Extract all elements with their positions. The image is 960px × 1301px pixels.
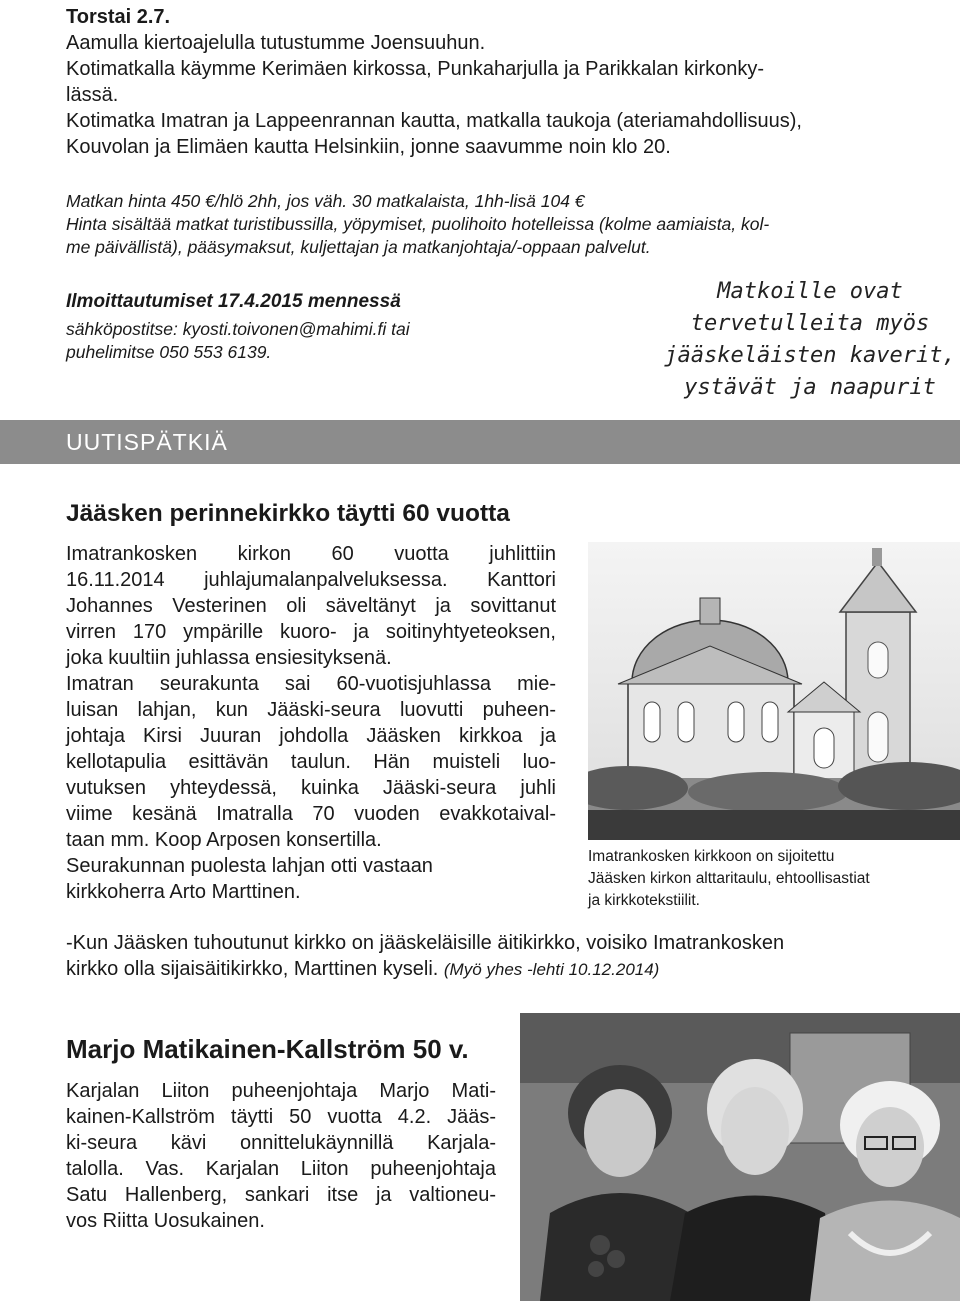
registration-contacts	[66, 318, 410, 364]
body-line: Satu Hallenberg, sankari itse ja valtioneu-	[66, 1184, 496, 1206]
caption-line: ja kirkkotekstiilit.	[588, 892, 700, 909]
price-line: Hinta sisältää matkat turistibussilla, yöpymiset, puolihoito hotelleissa (kolme aamiaista, kol-	[66, 214, 770, 234]
birthday-article-headline: Marjo Matikainen-Kallström 50 v.	[66, 1034, 469, 1064]
registration-title: Ilmoittautumiset 17.4.2015 mennessä	[66, 291, 401, 312]
body-line: Karjalan Liiton puheenjohtaja Marjo Mati-	[66, 1080, 496, 1102]
trip-day-heading: Torstai 2.7.	[66, 6, 171, 28]
group-photo-illustration	[520, 1013, 960, 1301]
closing-text: kirkko olla sijaisäitikirkko, Marttinen kyseli.	[66, 958, 439, 980]
body-line: vos Riitta Uosukainen.	[66, 1210, 265, 1232]
itinerary-line: Aamulla kiertoajelulla tutustumme Joensuuhun.	[66, 32, 486, 54]
body-line: vutuksen yhteydessä, kuinka Jääski-seura juhli	[66, 777, 556, 799]
handwritten-line: ystävät ja naapurit	[684, 375, 936, 400]
registration-phone: puhelimitse 050 553 6139.	[66, 342, 272, 362]
body-line: 16.11.2014 juhlajumalanpalveluksessa. Kanttori	[66, 569, 556, 591]
closing-line	[66, 956, 784, 983]
body-line: kirkkoherra Arto Marttinen.	[66, 881, 301, 903]
trip-price-info	[66, 190, 769, 259]
closing-line: -Kun Jääsken tuhoutunut kirkko on jääskeläisille äitikirkko, voisiko Imatrankosken	[66, 932, 785, 954]
section-bar	[0, 420, 960, 464]
body-line: Johannes Vesterinen oli säveltänyt ja sovittanut	[66, 595, 556, 617]
body-line: talolla. Vas. Karjalan Liiton puheenjohtaja	[66, 1158, 496, 1180]
handwritten-line: Matkoille ovat	[717, 279, 903, 304]
article-source: (Myö yhes -lehti 10.12.2014)	[443, 960, 660, 979]
price-line: Matkan hinta 450 €/hlö 2hh, jos väh. 30 matkalaista, 1hh-lisä 104 €	[66, 191, 585, 211]
church-article-closing	[66, 930, 784, 983]
church-photo	[588, 542, 960, 840]
church-article-headline: Jääsken perinnekirkko täytti 60 vuotta	[66, 500, 510, 527]
church-photo-caption	[588, 846, 870, 912]
church-illustration	[588, 542, 960, 840]
trip-itinerary	[66, 30, 802, 160]
caption-line: Imatrankosken kirkkoon on sijoitettu	[588, 848, 835, 865]
birthday-article-body	[66, 1078, 496, 1234]
body-line: ki-seura kävi onnittelukäynnillä Karjala-	[66, 1132, 496, 1154]
body-line: viime kesänä Imatralla 70 vuoden evakkotaival-	[66, 803, 556, 825]
caption-line: Jääsken kirkon alttaritaulu, ehtoollisastiat	[588, 870, 870, 887]
body-line: Imatran seurakunta sai 60-vuotisjuhlassa mie-	[66, 673, 556, 695]
itinerary-line: Kotimatkalla käymme Kerimäen kirkossa, Punkaharjulla ja Parikkalan kirkonky-	[66, 58, 765, 80]
body-line: taan mm. Koop Arposen konsertilla.	[66, 829, 382, 851]
body-line: kellotapulia esittävän taulun. Hän muisteli luo-	[66, 751, 556, 773]
itinerary-line: Kouvolan ja Elimäen kautta Helsinkiin, jonne saavumme noin klo 20.	[66, 136, 671, 158]
body-line: kainen-Kallström täytti 50 vuotta 4.2. Jääs-	[66, 1106, 496, 1128]
body-line: luisan lahjan, kun Jääski-seura luovutti puheen-	[66, 699, 556, 721]
church-article-body	[66, 541, 556, 905]
body-line: johtaja Kirsi Juuran johdolla Jääsken kirkkoa ja	[66, 725, 556, 747]
group-photo	[520, 1013, 960, 1301]
body-line: Seurakunnan puolesta lahjan otti vastaan	[66, 855, 433, 877]
body-line: Imatrankosken kirkon 60 vuotta juhlittiin	[66, 543, 556, 565]
itinerary-line: lässä.	[66, 84, 119, 106]
itinerary-line: Kotimatka Imatran ja Lappeenrannan kautta, matkalla taukoja (ateriamahdollisuus),	[66, 110, 802, 132]
registration-email: sähköpostitse: kyosti.toivonen@mahimi.fi tai	[66, 319, 410, 339]
handwritten-line: tervetulleita myös	[690, 311, 930, 336]
section-bar-title: UUTISPÄTKIÄ	[66, 429, 228, 455]
price-line: me päivällistä), pääsymaksut, kuljettajan ja matkanjohtaja/-oppaan palvelut.	[66, 237, 651, 257]
handwritten-line: jääskeläisten kaverit,	[664, 343, 956, 368]
body-line: joka kuultiin juhlassa ensiesityksenä.	[66, 647, 392, 669]
handwritten-invitation	[660, 276, 960, 404]
body-line: virren 170 ympärille kuoro- ja soitinyhtyeteoksen,	[66, 621, 556, 643]
